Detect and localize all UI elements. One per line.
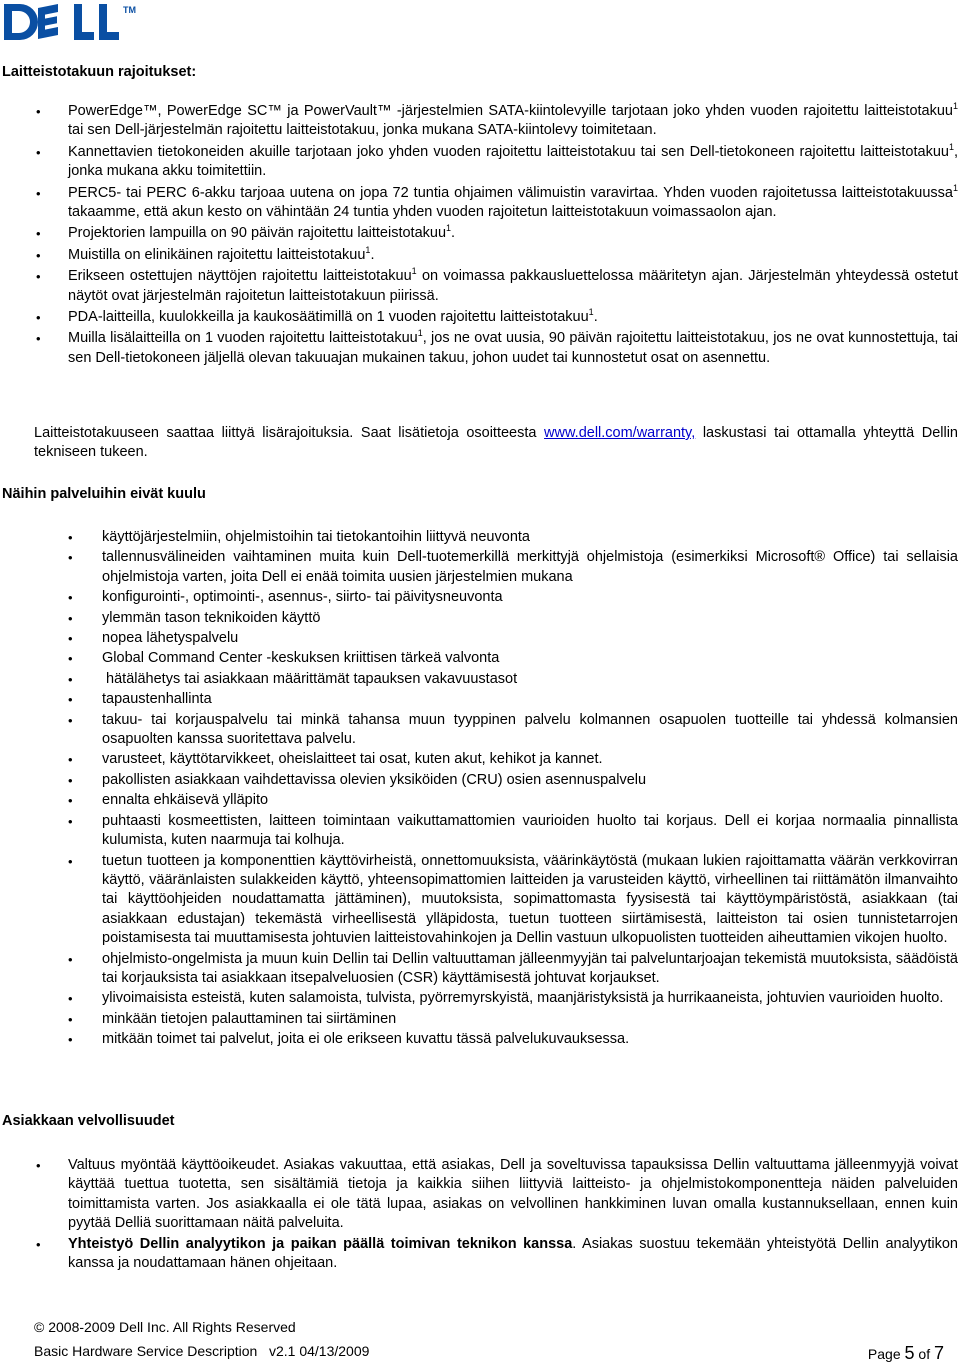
- list-item: • Valtuus myöntää käyttöoikeudet. Asiakas vakuuttaa, että asiakas, Dell ja soveltuvissa tapauksissa Dellin valtuuttama jälleenmyyjä voivat käyttää tuettua tuotetta, sen sisältämiä tietoja ja kaikkia siihen liittyviä laitteisto- ja ohjelmistokomponentteja näiden palveluiden toimittamista varten. Jos asiakkaalla ei ole tätä lupaa, asiakas on velvollinen hankkiminen luvan omalla kustannuksellaan, ennen kuin pyytää Delliä suorittamaan näitä palveluita.: [68, 1156, 958, 1234]
- exclusions-list: [102, 528, 958, 1051]
- list-item: • PDA-laitteilla, kuulokkeilla ja kaukosäätimillä on 1 vuoden rajoitettu laitteistotakuu$^1$.: [68, 308, 958, 327]
- list-item: • tapaustenhallinta: [102, 690, 958, 709]
- section1-heading: Laitteistotakuun rajoitukset:: [2, 64, 197, 80]
- list-item: • ylemmän tason teknikoiden käyttö: [102, 609, 958, 628]
- list-item: • ennalta ehkäisevä ylläpito: [102, 791, 958, 810]
- section3-heading: Asiakkaan velvollisuudet: [2, 1113, 175, 1129]
- list-item: • tallennusvälineiden vaihtaminen muita kuin Dell-tuotemerkillä merkittyjä ohjelmistoja (esimerkiksi Microsoft® Office) tai sellaisia ohjelmistoja varten, joita Dell ei enää toimita uusien järjestelmien mukana: [102, 548, 958, 587]
- copyright: © 2008-2009 Dell Inc. All Rights Reserved: [34, 1319, 296, 1335]
- list-item: • ylivoimaisista esteistä, kuten salamoista, tulvista, pyörremyrskyistä, maanjäristyksistä ja hurrikaaneista, johtuvien vaurioiden huolto.: [102, 989, 958, 1008]
- list-item: • minkään tietojen palauttaminen tai siirtäminen: [102, 1010, 958, 1029]
- customer-responsibilities-list: [68, 1156, 958, 1274]
- dell-logo-icon: [2, 2, 146, 42]
- list-item: • puhtaasti kosmeettisten, laitteen toimintaan vaikuttamattomien vaurioiden huolto tai korjaus. Dell ei korjaa normaalia pinnallista kulumista, kuten naarmuja tai kolhuja.: [102, 812, 958, 851]
- section2-heading: Näihin palveluihin eivät kuulu: [2, 486, 206, 502]
- list-item: • pakollisten asiakkaan vaihdettavissa olevien yksiköiden (CRU) osien asennuspalvelu: [102, 771, 958, 790]
- list-item: • Kannettavien tietokoneiden akuille tarjotaan joko yhden vuoden rajoitettu laitteistotakuu tai sen Dell-tietokoneen rajoitettu laitteistotakuu$^1$, jonka mukana akku toimitettiin.: [68, 143, 958, 182]
- list-item: • ohjelmisto-ongelmista ja muun kuin Dellin tai Dellin valtuuttaman jälleenmyyjän tai palveluntarjoajan tekemistä muutoksista, säädöistä tai korjauksista tai asiakkaan itsepalveluosien (CSR) käyttämisestä johtuvat korjaukset.: [102, 950, 958, 989]
- list-item: • Muistilla on elinikäinen rajoitettu laitteistotakuu$^1$.: [68, 246, 958, 265]
- list-item: • Erikseen ostettujen näyttöjen rajoitettu laitteistotakuu$^1$ on voimassa pakkausluettelossa määritetyn ajan. Järjestelmän yhteydessä ostetut näytöt ovat järjestelmän rajoitetun laitteistotakuun piirissä.: [68, 267, 958, 306]
- warranty-link[interactable]: www.dell.com/warranty,: [544, 425, 696, 441]
- list-item: • Muilla lisälaitteilla on 1 vuoden rajoitettu laitteistotakuu$^1$, jos ne ovat uusia, 90 päivän rajoitettu laitteistotakuu, jos ne ovat kunnostettuja, tai sen Dell-tietokoneen jäljellä olevan takuuajan mukainen takuu, johon uudet tai kunnostetut osat on asennettu.: [68, 329, 958, 368]
- list-item: • Projektorien lampuilla on 90 päivän rajoitettu laitteistotakuu$^1$.: [68, 224, 958, 243]
- list-item: • tuetun tuotteen ja komponenttien käyttövirheistä, onnettomuuksista, väärinkäytöstä (mukaan lukien rajoittamatta väärän verkkovirran käyttö, vääränlaisten sulakkeiden käyttö, yhteensopimattomien laitteiden ja varusteiden käyttö, virheellinen tai riittämätön ilmanvaihto tai käyttöohjeiden noudattamatta jättäminen), muutoksista, sopimattomasta fyysisestä tai käyttöympäristöstä, asiakkaan (tai asiakkaan edustajan) tekemästä virheellisestä ylläpidosta, tuetun tuotteen siirtämisestä, laitteiston tai osien tunnistetarrojen poistamisesta tai muuttamisesta johtuvien laitteistovahinkojen ja Dellin vastuun ulkopuolisten tuotteiden aiheuttamien vikojen huolto.: [102, 852, 958, 949]
- svg-text:TM: TM: [123, 5, 136, 15]
- doc-title: Basic Hardware Service Description v2.1 04/13/2009: [34, 1343, 370, 1359]
- page-indicator: Page 5 of 7: [867, 1343, 944, 1363]
- dell-logo: [2, 2, 146, 42]
- list-item: • Global Command Center -keskuksen kriittisen tärkeä valvonta: [102, 649, 958, 668]
- list-item: • takuu- tai korjauspalvelu tai minkä tahansa muun tyyppinen palvelu kolmannen osapuolen tuotteille tai yhdessä kolmansien osapuolten kanssa suoritettava palvelu.: [102, 711, 958, 750]
- list-item: • varusteet, käyttötarvikkeet, oheislaitteet tai osat, kuten akut, kehikot ja kannet.: [102, 750, 958, 769]
- list-item: • nopea lähetyspalvelu: [102, 629, 958, 648]
- list-item: • PERC5- tai PERC 6-akku tarjoaa uutena on jopa 72 tuntia ohjaimen välimuistin varavirtaa. Yhden vuoden rajoitetussa laitteistotakuussa$^1$ takaamme, että akun kesto on vähintään 24 tuntia yhden vuoden rajoitetun laitteistotakuun voimassaolon ajan.: [68, 184, 958, 223]
- list-item: • mitkään toimet tai palvelut, joita ei ole erikseen kuvattu tässä palvelukuvauksessa.: [102, 1030, 958, 1049]
- list-item: • käyttöjärjestelmiin, ohjelmistoihin tai tietokantoihin liittyvä neuvonta: [102, 528, 958, 547]
- list-item: • konfigurointi-, optimointi-, asennus-, siirto- tai päivitysneuvonta: [102, 588, 958, 607]
- list-item: • Yhteistyö Dellin analyytikon ja paikan päällä toimivan teknikon kanssa. Asiakas suostuu tekemään yhteistyötä Dellin analyytikon kanssa ja noudattamaan hänen ohjeitaan.: [68, 1235, 958, 1274]
- footer-doc-info: [34, 1343, 944, 1363]
- list-item: • hätälähetys tai asiakkaan määrittämät tapauksen vakavuustasot: [102, 670, 958, 689]
- list-item: • PowerEdge™, PowerEdge SC™ ja PowerVault™ -järjestelmien SATA-kiintolevyille tarjotaan joko yhden vuoden rajoitettu laitteistotakuu$^1$ tai sen Dell-järjestelmän rajoitettu laitteistotakuu, jonka mukana SATA-kiintolevy toimitetaan.: [68, 102, 958, 141]
- warranty-note: Laitteistotakuuseen saattaa liittyä lisärajoituksia. Saat lisätietoja osoitteesta www.dell.com/warranty, laskustasi tai ottamalla yhteyttä Dellin tekniseen tukeen.: [34, 425, 958, 461]
- warranty-limitations-list: [68, 102, 958, 370]
